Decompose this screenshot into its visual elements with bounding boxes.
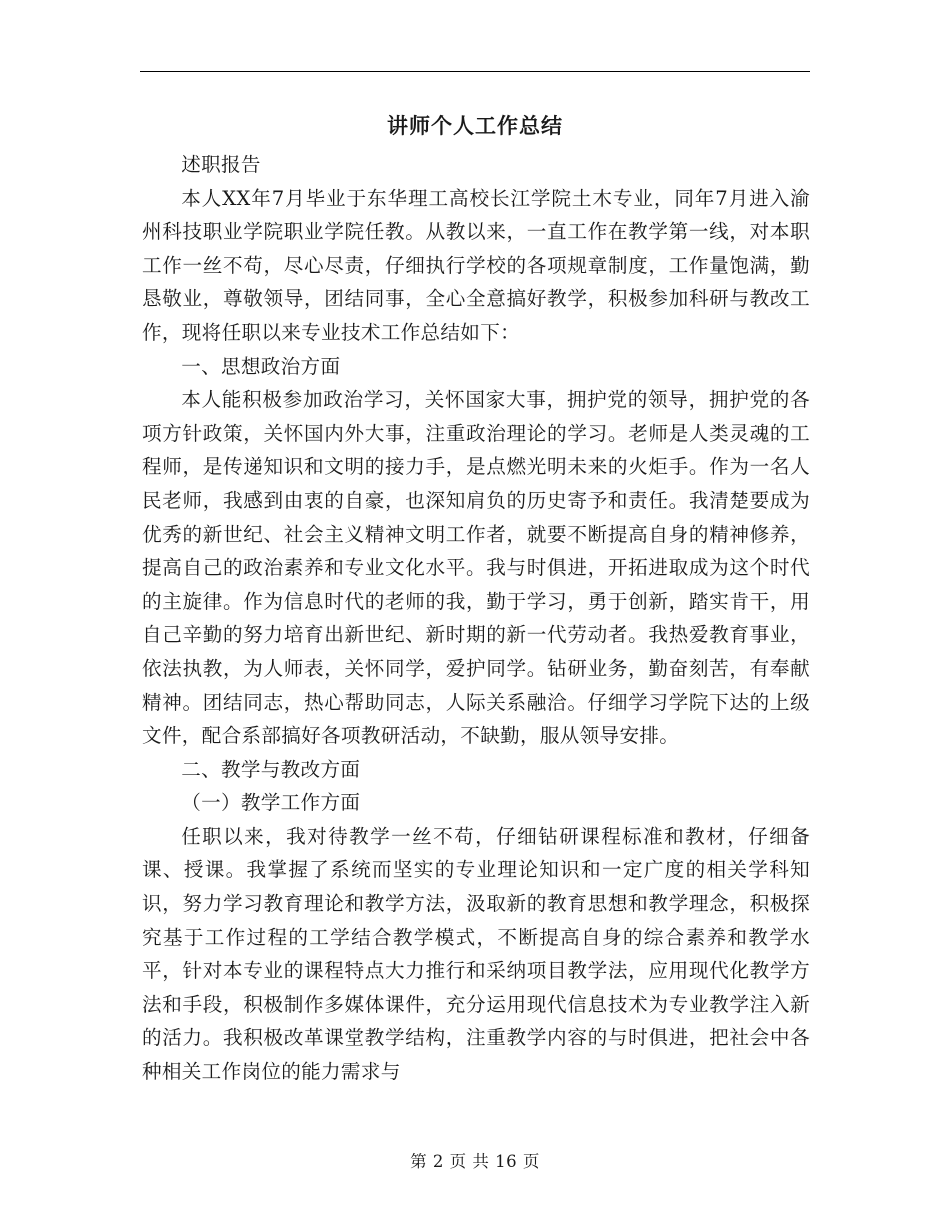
paragraph-teaching: 任职以来，我对待教学一丝不苟，仔细钻研课程标准和教材，仔细备课、授课。我掌握了系统而坚实的专业理论知识和一定广度的相关学科知识，努力学习教育理论和教学方法，汲取新的教育思想和教学理念，积极探究基于工作过程的工学结合教学模式，不断提高自身的综合素养和教学水平，针对本专业的课程特点大力推行和采纳项目教学法，应用现代化教学方法和手段，积极制作多媒体课件，充分运用现代信息技术为专业教学注入新的活力。我积极改革课堂教学结构，注重教学内容的与时俱进，把社会中各种相关工作岗位的能力需求与 bbox=[142, 824, 810, 1084]
paragraph-intro: 本人XX年7月毕业于东华理工高校长江学院土木专业，同年7月进入渝州科技职业学院职业学院任教。从教以来，一直工作在教学第一线，对本职工作一丝不苟，尽心尽责，仔细执行学校的各项规章制度，工作量饱满，勤恳敬业，尊敬领导，团结同事，全心全意搞好教学，积极参加科研与教改工作，现将任职以来专业技术工作总结如下： bbox=[142, 186, 810, 344]
paragraph-political: 本人能积极参加政治学习，关怀国家大事，拥护党的领导，拥护党的各项方针政策，关怀国内外大事，注重政治理论的学习。老师是人类灵魂的工程师，是传递知识和文明的接力手，是点燃光明未来的火炬手。作为一名人民老师，我感到由衷的自豪，也深知肩负的历史寄予和责任。我清楚要成为优秀的新世纪、社会主义精神文明工作者，就要不断提高自身的精神修养，提高自己的政治素养和专业文化水平。我与时俱进，开拓进取成为这个时代的主旋律。作为信息时代的老师的我，勤于学习，勇于创新，踏实肯干，用自己辛勤的努力培育出新世纪、新时期的新一代劳动者。我热爱教育事业，依法执教，为人师表，关怀同学，爱护同学。钻研业务，勤奋刻苦，有奉献精神。团结同志，热心帮助同志，人际关系融洽。仔细学习学院下达的上级文件，配合系部搞好各项教研活动，不缺勤，服从领导安排。 bbox=[142, 388, 810, 748]
header-rule bbox=[140, 71, 810, 72]
document-body bbox=[142, 148, 810, 1089]
document-title: 讲师个人工作总结 bbox=[387, 113, 563, 138]
section-heading-teaching-reform: 二、教学与教改方面 bbox=[181, 757, 361, 781]
page-number-footer: 第 2 页 共 16 页 bbox=[410, 1152, 540, 1171]
section-heading-political: 一、思想政治方面 bbox=[181, 354, 341, 378]
subtitle: 述职报告 bbox=[181, 153, 261, 176]
subsection-heading-teaching-work: （一）教学工作方面 bbox=[181, 791, 361, 815]
